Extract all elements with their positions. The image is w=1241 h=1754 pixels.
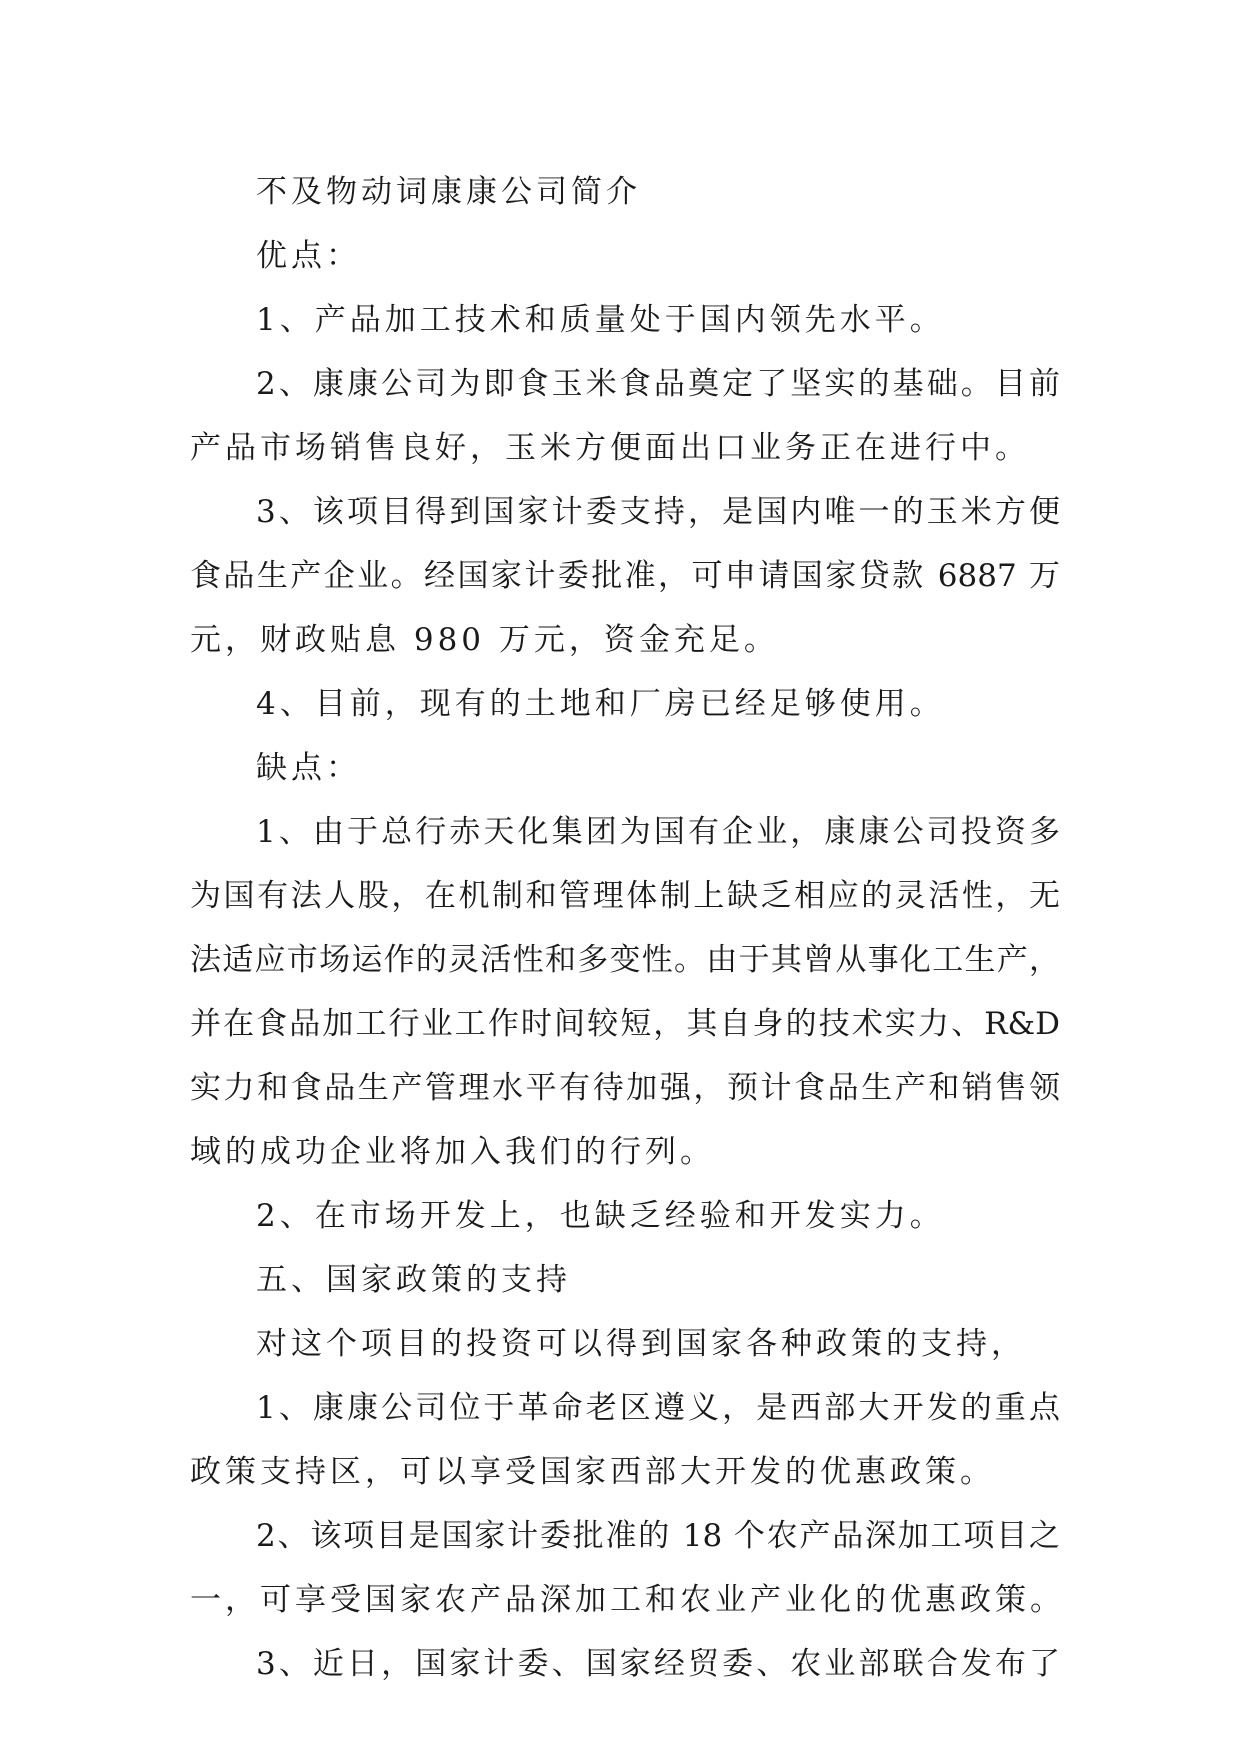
advantage-item-3-line-3: 元，财政贴息 980 万元，资金充足。 [190,622,779,658]
document-body [190,160,1065,1696]
policy-item-3-line-1: 3、近日，国家计委、国家经贸委、农业部联合发布了 [256,1646,1060,1682]
section-heading-disadvantages: 缺点： [256,750,361,786]
section-heading-policy-support: 五、国家政策的支持 [256,1262,571,1298]
section-heading-advantages: 优点： [256,238,361,274]
advantage-item-3-line-1: 3、该项目得到国家计委支持，是国内唯一的玉米方便 [256,494,1060,530]
advantage-item-3-line-2: 食品生产企业。经国家计委批准，可申请国家贷款 6887 万 [190,558,1060,594]
disadvantage-item-1-line-2: 为国有法人股，在机制和管理体制上缺乏相应的灵活性，无 [190,878,1060,914]
disadvantage-item-1-line-4: 并在食品加工行业工作时间较短，其自身的技术实力、R&D [190,1006,1060,1042]
disadvantage-item-1-line-1: 1、由于总行赤天化集团为国有企业，康康公司投资多 [256,814,1060,850]
policy-intro: 对这个项目的投资可以得到国家各种政策的支持， [256,1326,1026,1362]
policy-item-2-line-1: 2、该项目是国家计委批准的 18 个农产品深加工项目之 [256,1518,1060,1554]
document-title: 不及物动词康康公司简介 [256,174,641,210]
advantage-item-1: 1、产品加工技术和质量处于国内领先水平。 [256,302,945,338]
disadvantage-item-1-line-6: 域的成功企业将加入我们的行列。 [190,1134,715,1170]
disadvantage-item-1-line-3: 法适应市场运作的灵活性和多变性。由于其曾从事化工生产， [190,942,1060,978]
advantage-item-2-line-2: 产品市场销售良好，玉米方便面出口业务正在进行中。 [190,430,1030,466]
advantage-item-2-line-1: 2、康康公司为即食玉米食品奠定了坚实的基础。目前 [256,366,1060,402]
policy-item-1-line-2: 政策支持区，可以享受国家西部大开发的优惠政策。 [190,1454,995,1490]
policy-item-1-line-1: 1、康康公司位于革命老区遵义，是西部大开发的重点 [256,1390,1060,1426]
disadvantage-item-2: 2、在市场开发上，也缺乏经验和开发实力。 [256,1198,945,1234]
policy-item-2-line-2: 一，可享受国家农产品深加工和农业产业化的优惠政策。 [190,1582,1065,1618]
disadvantage-item-1-line-5: 实力和食品生产管理水平有待加强，预计食品生产和销售领 [190,1070,1060,1106]
advantage-item-4: 4、目前，现有的土地和厂房已经足够使用。 [256,686,945,722]
